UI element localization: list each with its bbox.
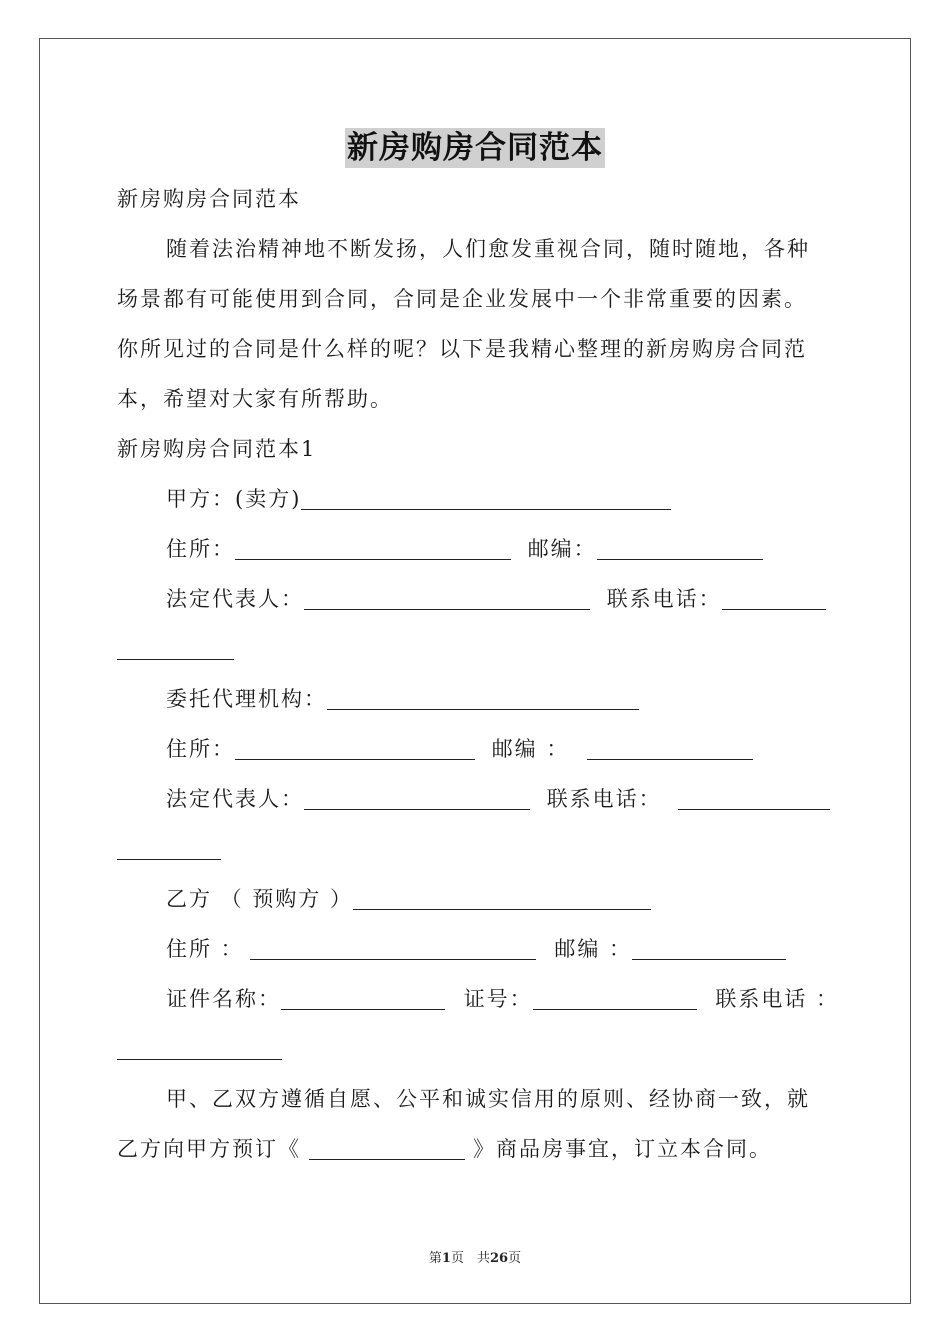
agent-postcode-label: 邮编 ：: [491, 737, 570, 761]
party-a-phone-label: 联系电话：: [606, 587, 722, 611]
party-a-postcode-label: 邮编：: [527, 537, 597, 561]
party-a-legal-rep-blank[interactable]: [304, 587, 590, 610]
party-a-phone-cont: [117, 634, 234, 664]
party-a-blank[interactable]: [301, 487, 671, 510]
party-a-phone-blank-cont[interactable]: [117, 637, 234, 660]
party-b-phone-cont: [117, 1034, 282, 1064]
footer-page-current: 1: [441, 1251, 451, 1266]
party-b-id-row: [166, 984, 839, 1014]
party-a-phone-blank[interactable]: [722, 587, 826, 610]
agent-phone-cont: [117, 834, 221, 864]
party-b-blank[interactable]: [353, 887, 651, 910]
agent-postcode-blank[interactable]: [587, 737, 753, 760]
party-a-row: [166, 484, 671, 514]
party-b-id-name-label: 证件名称：: [166, 987, 281, 1011]
section-title: 新房购房合同范本1: [117, 437, 317, 461]
party-a-label: 甲方：(卖方): [166, 487, 302, 511]
agent-rep-row: [166, 784, 830, 814]
party-b-postcode-blank[interactable]: [632, 937, 786, 960]
document-subtitle: 新房购房合同范本: [117, 187, 301, 211]
footer-prefix: 第: [428, 1251, 442, 1266]
party-b-id-no-label: 证号：: [463, 987, 533, 1011]
party-a-legal-rep-label: 法定代表人：: [166, 587, 304, 611]
party-b-address-row: [166, 934, 786, 964]
intro-line-3: 你所见过的合同是什么样的呢？以下是我精心整理的新房购房合同范: [117, 337, 807, 361]
party-b-address-blank[interactable]: [250, 937, 536, 960]
agent-phone-blank[interactable]: [678, 787, 830, 810]
agent-label: 委托代理机构：: [166, 687, 327, 711]
party-b-row: [166, 884, 651, 914]
agreement-line-2: [117, 1134, 772, 1164]
agent-address-row: [166, 734, 753, 764]
agent-legal-rep-blank[interactable]: [304, 787, 530, 810]
page-border: [39, 38, 911, 1304]
party-b-id-no-blank[interactable]: [533, 987, 697, 1010]
agreement-line-1: 甲、乙双方遵循自愿、公平和诚实信用的原则、经协商一致，就: [166, 1087, 810, 1111]
agent-row: [166, 684, 639, 714]
agent-phone-label: 联系电话：: [546, 787, 662, 811]
agreement-line-2-end: 》商品房事宜，订立本合同。: [473, 1137, 772, 1161]
agent-legal-rep-label: 法定代表人：: [166, 787, 304, 811]
party-a-postcode-blank[interactable]: [597, 537, 763, 560]
title-container: [0, 128, 950, 168]
party-b-label: 乙方 （ 预购方 ）: [166, 887, 354, 911]
document-title: 新房购房合同范本: [347, 130, 603, 166]
party-a-address-blank[interactable]: [235, 537, 511, 560]
intro-line-1: 随着法治精神地不断发扬，人们愈发重视合同，随时随地，各种: [166, 237, 810, 261]
agent-blank[interactable]: [327, 687, 639, 710]
party-b-phone-blank[interactable]: [117, 1037, 282, 1060]
property-name-blank[interactable]: [309, 1137, 465, 1160]
footer-mid: 页 共: [450, 1251, 490, 1266]
agent-address-blank[interactable]: [235, 737, 475, 760]
page-footer: [0, 1247, 950, 1266]
footer-page-total: 26: [489, 1251, 509, 1266]
party-a-rep-row: [166, 584, 826, 614]
intro-line-4: 本，希望对大家有所帮助。: [117, 387, 393, 411]
footer-suffix: 页: [508, 1251, 522, 1266]
party-b-postcode-label: 邮编 ：: [554, 937, 633, 961]
party-a-address-label: 住所：: [166, 537, 235, 561]
agent-phone-blank-cont[interactable]: [117, 837, 221, 860]
agent-address-label: 住所：: [166, 737, 235, 761]
party-b-id-name-blank[interactable]: [281, 987, 445, 1010]
intro-line-2: 场景都有可能使用到合同，合同是企业发展中一个非常重要的因素。: [117, 287, 807, 311]
party-b-phone-label: 联系电话 ：: [715, 987, 840, 1011]
party-b-address-label: 住所 ：: [166, 937, 244, 961]
agreement-line-2-start: 乙方向甲方预订《: [117, 1137, 301, 1161]
party-a-address-row: [166, 534, 763, 564]
